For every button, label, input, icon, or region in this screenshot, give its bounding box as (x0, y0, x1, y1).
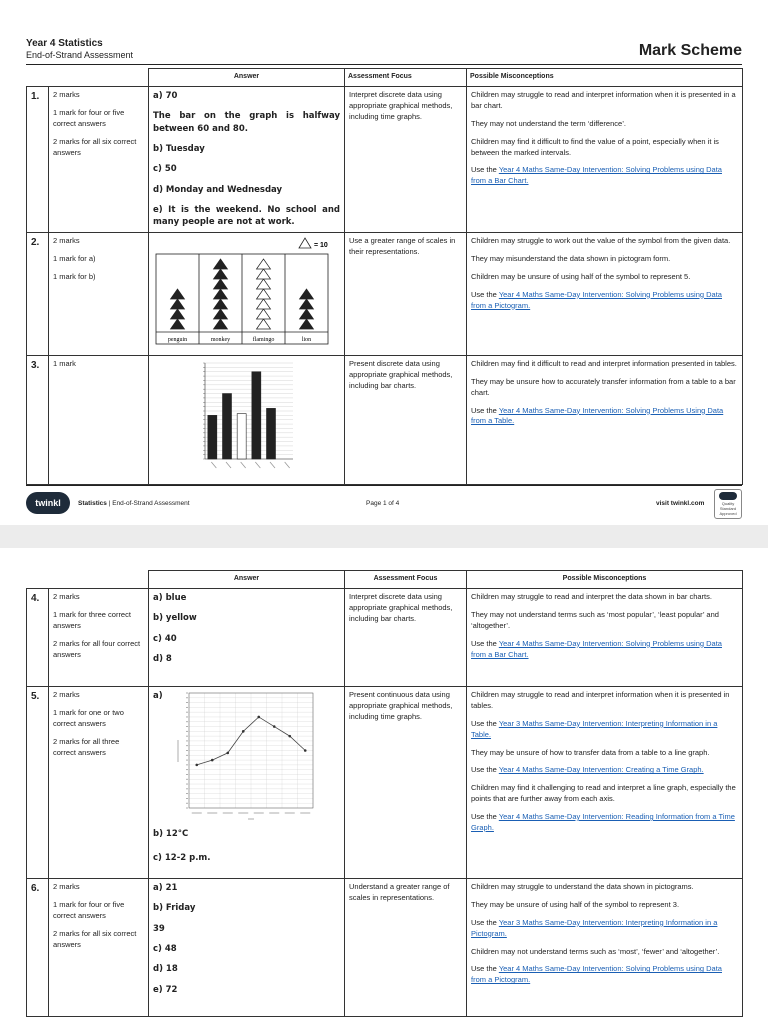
triangle-icon (257, 299, 271, 309)
triangle-icon (257, 289, 271, 299)
page-1: Year 4 Statistics End-of-Strand Assessment Mark Scheme Answer Assessment Focus Possible Misconceptions 1. 2 marks 1 mark for four or five correct answers 2 marks for all six correct answers a) 70 The bar on the graph is halfway between 60 and 80. b) Tuesday c) 50 d) Monday and Wednesday e) It is the weekend. No school and many people are not at work. Interpret discrete data using appropriate graphical methods, including time graphs. Children may struggle to read and interpret information when it is presented in a bar chart. They may not understand the term ‘difference’. Children may find it difficult to find the value of a point, especially when it is between the marked intervals. Use the Year 4 Maths Same-Day Intervention: Solving Problems using Data from a Bar Chart. 2. 2 marks 1 mark for a) 1 mark for b) = 10 penguin monkey flamingo lion Use a greater range of scales in their representations. Children may struggle to work out the value of the symbol from the given data. They may misunderstand the data shown in pictogram form. Children may be unsure of using half of the symbol to represent 5. Use the Year 4 Maths Same-Day Intervention: Solving Problems using Data from a Pictogram. 3. 1 mark Present discrete data using appropriate graphical methods, including bar charts. Children may find it difficult to read and interpret information presented in tables. They may be unsure how to accurately transfer information from a table to a bar chart. Use the Year 4 Maths Same-Day Intervention: Solving Problems Using Data from a Table. twinkl Statistics | End-of-Strand Assessment Page 1 of 4 visit twinkl.com Quality Standard Approved (0, 0, 768, 525)
pictogram-label: lion (301, 337, 312, 343)
page-number: Page 1 of 4 (366, 500, 400, 507)
page-title: Mark Scheme (638, 42, 742, 59)
question-row-2 (27, 233, 743, 356)
header-divider (26, 64, 742, 65)
triangle-icon (214, 279, 228, 289)
bar (252, 372, 261, 459)
misconceptions-cell: Children may struggle to understand the data shown in pictograms. They may be unsure of using half of the symbol to represent 3. Use the Year 3 Maths Same-Day Intervention: Interpreting Information in a Pictogram. Children may not understand terms such as ‘most’, ‘fewer’ and ‘altogether’. Use the Year 4 Maths Same-Day Intervention: Solving Problems using Data from a Pictogram. (467, 879, 743, 1017)
focus-cell: Interpret discrete data using appropriate graphical methods, including time graphs. (345, 87, 467, 233)
intervention-link[interactable]: Year 3 Maths Same-Day Intervention: Interpreting Information in a Pictogram. (471, 917, 718, 938)
question-number: 5. (27, 687, 49, 879)
answer-cell: a) b) 12°C c) 12-2 p.m. (149, 687, 345, 879)
triangle-icon (214, 259, 228, 269)
pictogram-key (299, 238, 328, 249)
triangle-icon (214, 299, 228, 309)
focus-cell: Present continuous data using appropriate graphical methods, including time graphs. (345, 687, 467, 879)
triangle-icon (171, 319, 185, 329)
focus-cell: Interpret discrete data using appropriate graphical methods, including bar charts. (345, 589, 467, 687)
x-tick-label (285, 462, 290, 468)
focus-cell: Use a greater range of scales in their representations. (345, 233, 467, 356)
misconceptions-cell: Children may find it difficult to read and interpret information presented in tables. They may be unsure how to accurately transfer information from a table to a bar chart. Use the Year 4 Maths Same-Day Intervention: Solving Problems Using Data from a Table. (467, 355, 743, 484)
triangle-icon (257, 279, 271, 289)
intervention-link[interactable]: Year 4 Maths Same-Day Intervention: Solving Problems using Data from a Pictogram. (471, 964, 722, 985)
x-tick-label (241, 462, 246, 468)
intervention-link[interactable]: Year 4 Maths Same-Day Intervention: Solving Problems using Data from a Bar Chart. (471, 638, 722, 659)
header-strand: End-of-Strand Assessment (26, 50, 134, 60)
data-point (211, 759, 214, 762)
intervention-link[interactable]: Year 3 Maths Same-Day Intervention: Interpreting Information in a Table. (471, 718, 718, 739)
footer-divider (26, 485, 742, 486)
col-answer: Answer (149, 571, 345, 589)
triangle-icon (257, 309, 271, 319)
x-tick-label (255, 462, 260, 468)
triangle-icon (300, 309, 314, 319)
triangle-icon (257, 269, 271, 279)
intervention-link[interactable]: Year 4 Maths Same-Day Intervention: Creating a Time Graph. (498, 765, 704, 775)
question-row-1 (27, 87, 743, 233)
data-point (242, 730, 245, 733)
triangle-icon (171, 299, 185, 309)
bar-chart (153, 359, 339, 477)
question-row-5 (27, 687, 743, 879)
data-point (273, 725, 276, 728)
question-number: 3. (27, 355, 49, 484)
pictogram-label: penguin (167, 337, 188, 343)
pictogram (153, 236, 339, 348)
answer-cell (149, 233, 345, 356)
quality-badge-icon: Quality Standard Approved (714, 489, 742, 519)
focus-cell: Understand a greater range of scales in representations. (345, 879, 467, 1017)
triangle-icon (214, 289, 228, 299)
pictogram-grid (156, 254, 328, 344)
answer-cell: a) 70 The bar on the graph is halfway between 60 and 80. b) Tuesday c) 50 d) Monday and Wednesday e) It is the weekend. No school and many people are not at work. (149, 87, 345, 233)
marks-cell: 1 mark (49, 355, 149, 484)
intervention-link[interactable]: Year 4 Maths Same-Day Intervention: Solving Problems Using Data from a Table. (471, 405, 724, 426)
misconceptions-cell: Children may struggle to work out the value of the symbol from the given data. They may misunderstand the data shown in pictogram form. Children may be unsure of using half of the symbol to represent 5. Use the Year 4 Maths Same-Day Intervention: Solving Problems using Data from a Pictogram. (467, 233, 743, 356)
triangle-icon (171, 309, 185, 319)
mark-scheme-table-2 (26, 570, 743, 1017)
misconceptions-cell: Children may struggle to read and interpret information when it is presented in a bar chart. They may not understand the term ‘difference’. Children may find it difficult to find the value of a point, especially when it is between the marked intervals. Use the Year 4 Maths Same-Day Intervention: Solving Problems using Data from a Bar Chart. (467, 87, 743, 233)
answer-cell: a) 21 b) Friday 39 c) 48 d) 18 e) 72 (149, 879, 345, 1017)
data-point (226, 752, 229, 755)
col-misconceptions: Possible Misconceptions (467, 69, 743, 87)
twinkl-logo: twinkl (26, 492, 70, 514)
col-misconceptions: Possible Misconceptions (467, 571, 743, 589)
intervention-link[interactable]: Year 4 Maths Same-Day Intervention: Solving Problems using Data from a Pictogram. (471, 289, 722, 310)
answer-cell (149, 355, 345, 484)
question-row-3 (27, 355, 743, 484)
triangle-icon (214, 319, 228, 329)
data-point (288, 735, 291, 738)
mark-scheme-table-1 (26, 68, 743, 485)
data-point (195, 764, 198, 767)
marks-cell: 2 marks 1 mark for four or five correct answers 2 marks for all six correct answers (49, 879, 149, 1017)
pictogram-label: monkey (210, 337, 231, 343)
question-number: 1. (27, 87, 49, 233)
data-point (257, 716, 260, 719)
question-number: 4. (27, 589, 49, 687)
header-subject: Year 4 Statistics (26, 38, 103, 49)
triangle-icon (214, 309, 228, 319)
site-link[interactable]: visit twinkl.com (656, 500, 705, 507)
key-value: = 10 (314, 242, 328, 249)
marks-cell: 2 marks 1 mark for a) 1 mark for b) (49, 233, 149, 356)
pictogram-label: flamingo (252, 337, 275, 343)
focus-cell: Present discrete data using appropriate graphical methods, including bar charts. (345, 355, 467, 484)
x-tick-label (211, 462, 216, 468)
data-point (304, 749, 307, 752)
marks-cell: 2 marks 1 mark for one or two correct answers 2 marks for all three correct answers (49, 687, 149, 879)
triangle-icon (171, 289, 185, 299)
intervention-link[interactable]: Year 4 Maths Same-Day Intervention: Reading Information from a Time Graph. (471, 812, 735, 832)
x-tick-label (226, 462, 231, 468)
question-row-4 (27, 589, 743, 687)
bar (208, 415, 217, 459)
col-focus: Assessment Focus (345, 571, 467, 589)
triangle-icon (300, 299, 314, 309)
triangle-icon (257, 259, 271, 269)
page-gap (0, 525, 768, 548)
intervention-link[interactable]: Year 4 Maths Same-Day Intervention: Solving Problems using Data from a Bar Chart. (471, 165, 722, 186)
bar (223, 393, 232, 458)
misconceptions-cell: Children may struggle to read and interpret the data shown in bar charts. They may not understand terms such as ‘most popular’, ‘least popular’ and ‘altogether’. Use the Year 4 Maths Same-Day Intervention: Solving Problems using Data from a Bar Chart. (467, 589, 743, 687)
triangle-key-icon (299, 238, 311, 248)
misconceptions-cell: Children may struggle to read and interpret information when it is presented in tables. Use the Year 3 Maths Same-Day Intervention: Interpreting Information in a Table. They may be unsure of how to transfer data from a table to a line graph. Use the Year 4 Maths Same-Day Intervention: Creating a Time Graph. Children may find it challenging to read and interpret a line graph, especially the points that are further away from each axis. Use the Year 4 Maths Same-Day Intervention: Reading Information from a Time Graph. (467, 687, 743, 879)
bar (237, 413, 246, 458)
question-number: 2. (27, 233, 49, 356)
triangle-icon (257, 319, 271, 329)
col-focus: Assessment Focus (345, 69, 467, 87)
triangle-icon (214, 269, 228, 279)
question-row-6 (27, 879, 743, 1017)
line-chart (175, 690, 339, 824)
answer-cell: a) blue b) yellow c) 40 d) 8 (149, 589, 345, 687)
marks-cell: 2 marks 1 mark for four or five correct answers 2 marks for all six correct answers (49, 87, 149, 233)
x-tick-label (270, 462, 275, 468)
page-2 (0, 548, 768, 1024)
bar (267, 408, 276, 459)
triangle-icon (300, 319, 314, 329)
question-number: 6. (27, 879, 49, 1017)
marks-cell: 2 marks 1 mark for three correct answers 2 marks for all four correct answers (49, 589, 149, 687)
col-answer: Answer (149, 69, 345, 87)
triangle-icon (300, 289, 314, 299)
